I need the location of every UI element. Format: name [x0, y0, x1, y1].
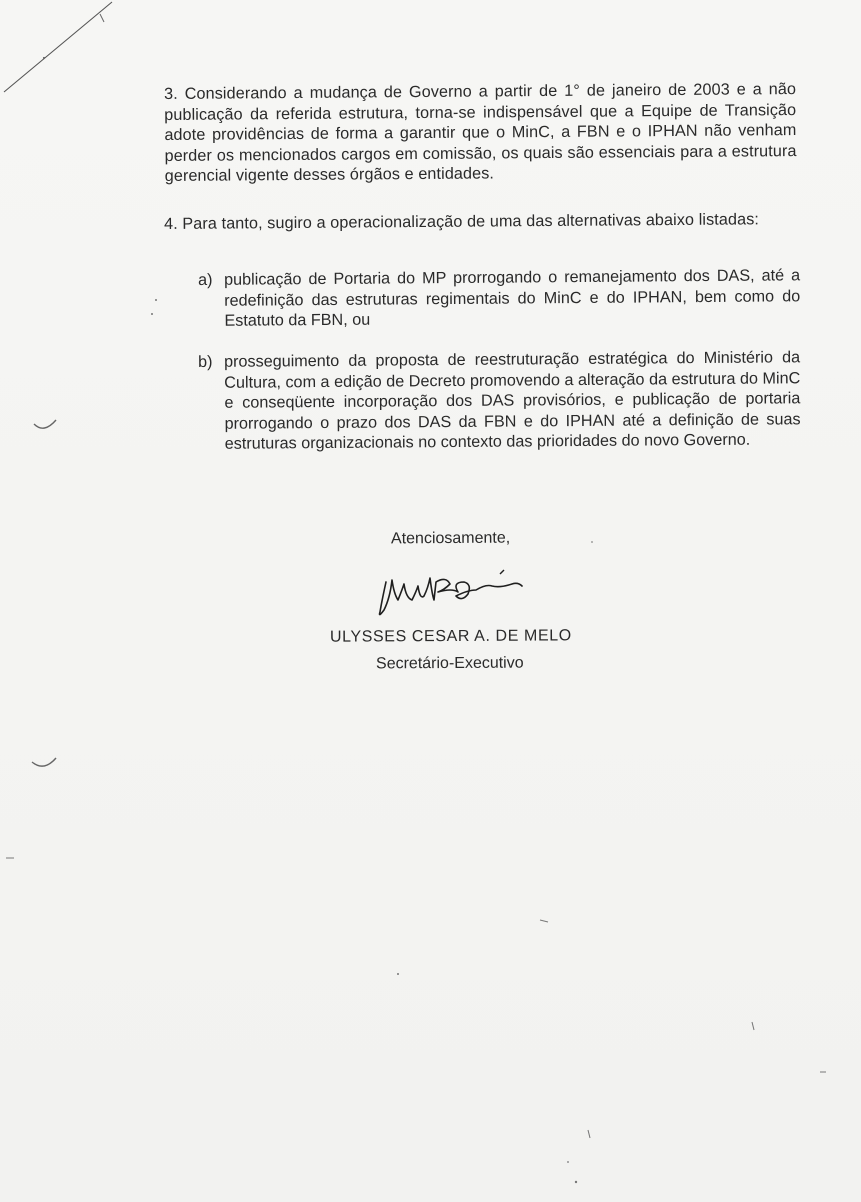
corner-fold-line	[4, 2, 112, 92]
paragraph-4: 4. Para tanto, sugiro a operacionalização de uma das alternativas abaixo listadas:	[164, 210, 760, 234]
punch-hole-mark-upper	[34, 420, 56, 428]
paragraph-3: 3. Considerando a mudança de Governo a partir de 1° de janeiro de 2003 e a não publicação da referida estrutura, torna-se indispensável que a Equipe de Transição adote providências de forma a garantir que o MinC, a FBN e o IPHAN não venham perder os mencionados cargos em comissão, os quais são essenciais para a estrutura gerencial vigente desses órgãos e entidades.	[164, 80, 797, 186]
alternative-a-text: publicação de Portaria do MP prorrogando o remanejamento dos DAS, até a redefinição das estruturas regimentais do MinC e do IPHAN, bem como do Estatuto da FBN, ou	[224, 266, 801, 330]
alternative-a-label: a)	[198, 270, 213, 289]
alternative-a	[198, 265, 800, 331]
signer-name: ULYSSES CESAR A. DE MELO	[329, 627, 572, 646]
corner-fold-tick	[100, 14, 104, 22]
alternative-b-label: b)	[198, 352, 213, 371]
closing-salutation: Atenciosamente,	[390, 529, 511, 548]
punch-hole-mark-lower	[32, 758, 56, 766]
alternative-b-text: prosseguimento da proposta de reestruturação estratégica do Ministério da Cultura, com a edição de Decreto promovendo a alteração da estrutura do MinC e conseqüente incorporação dos DAS provisórios, e publicação de portaria prorrogando o prazo dos DAS da FBN e do IPHAN até a definição de suas estruturas organizacionais no contexto das prioridades do novo Governo.	[224, 348, 801, 453]
alternative-b	[198, 347, 801, 454]
handwritten-signature	[372, 560, 532, 620]
signer-title: Secretário-Executivo	[375, 654, 524, 673]
